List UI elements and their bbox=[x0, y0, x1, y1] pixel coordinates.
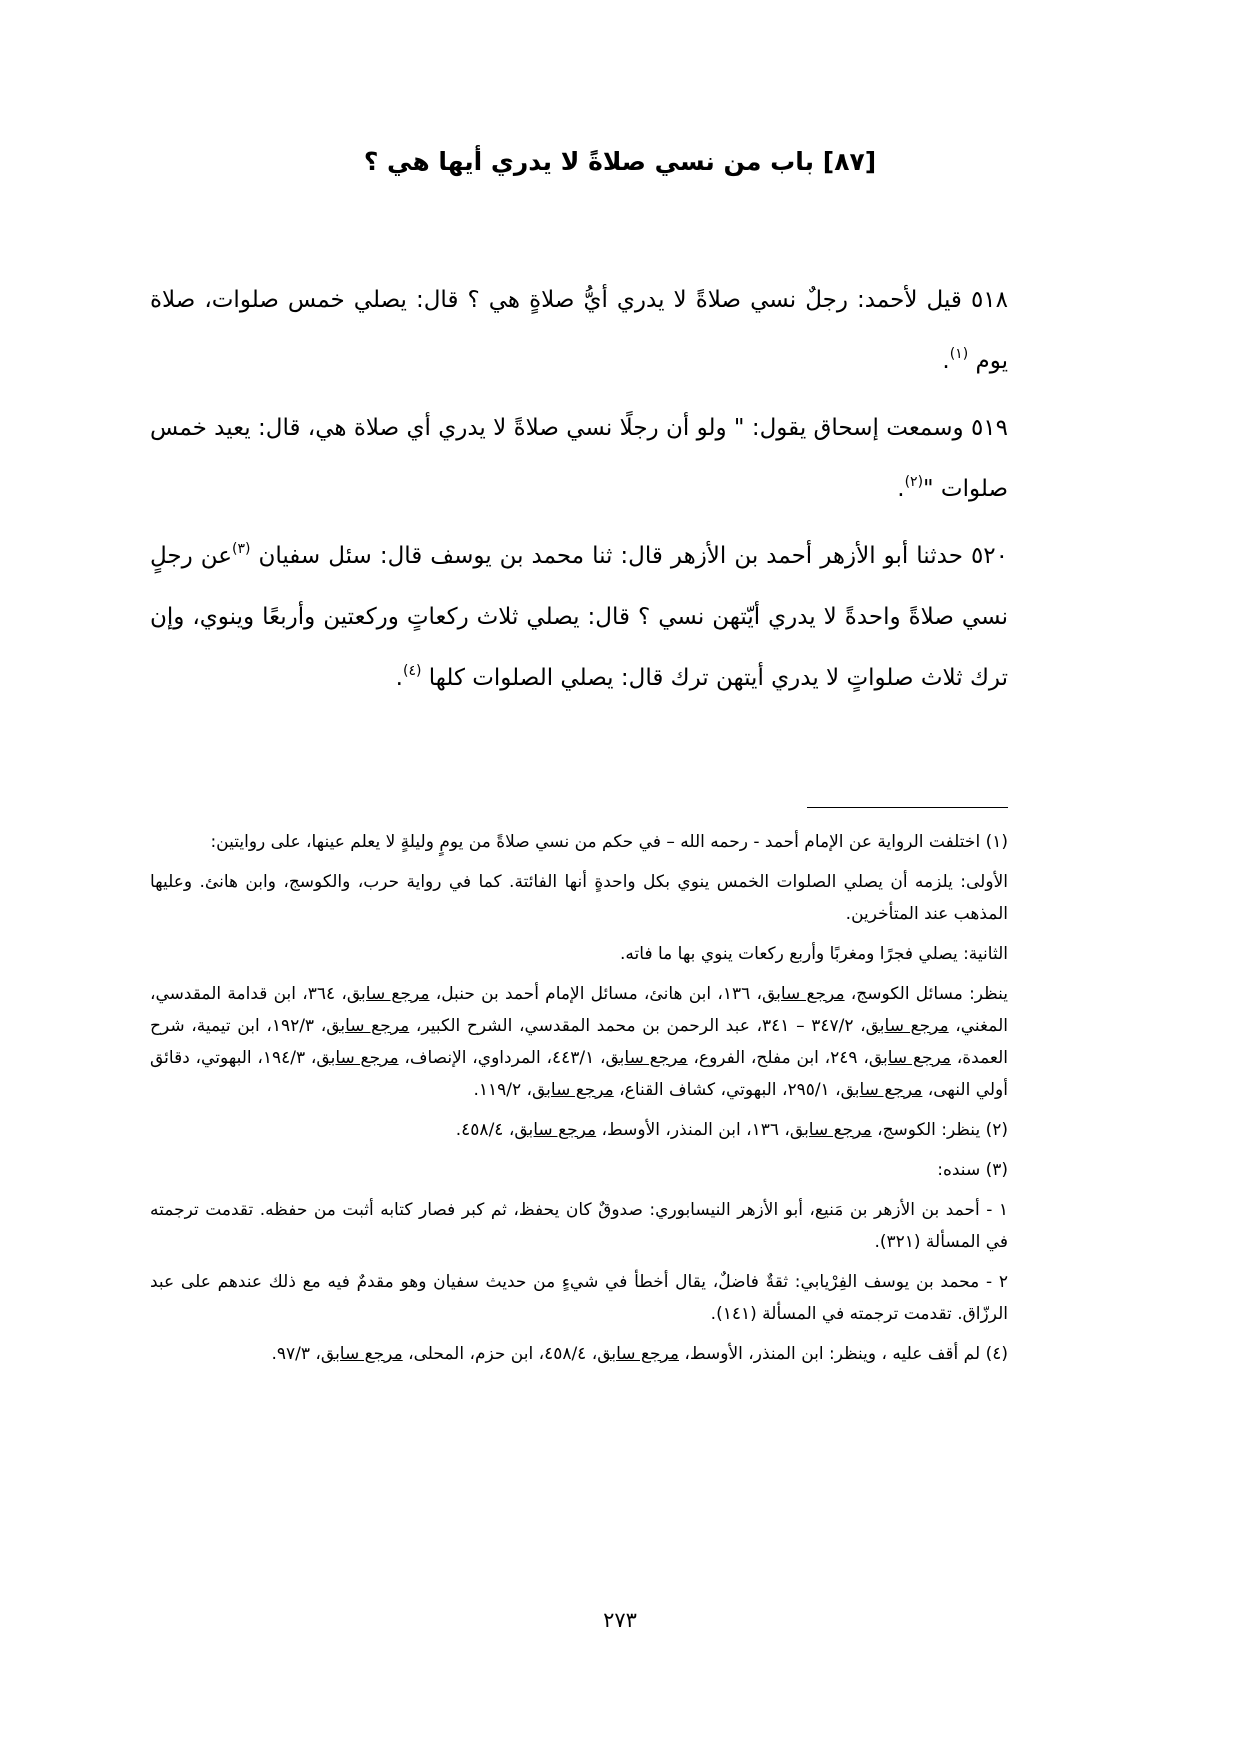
source-text: ، ٩٧/٣. bbox=[271, 1344, 321, 1364]
source-text: ، ٤٤٣/١، المرداوي، الإنصاف، bbox=[398, 1048, 606, 1068]
reference-label: مرجع سابق bbox=[346, 984, 430, 1004]
reference-label: مرجع سابق bbox=[789, 1120, 872, 1140]
reference-label: مرجع سابق bbox=[865, 1016, 949, 1036]
source-text: ، ٣٤٧/٢ – ٣٤١، عبد الرحمن بن محمد المقدسي، الشرح الكبير، bbox=[409, 1016, 866, 1036]
footnote-3-narrator-2: ٢ - محمد بن يوسف الفِرْيابي: ثقةٌ فاضلٌ، يقال أخطأ في شيءٍ من حديث سفيان وهو مقدمٌ فيه مع ذلك عندهم على عبد الرزّاق. تقدمت ترجمته في المسألة (١٤١). bbox=[150, 1272, 1008, 1324]
footnote-3-heading: (٣) سنده: bbox=[937, 1160, 1008, 1180]
footnote-marker: (٤) bbox=[402, 663, 422, 680]
reference-label: مرجع سابق bbox=[532, 1080, 614, 1100]
paragraph-text: ٥١٩ وسمعت إسحاق يقول: " ولو أن رجلًا نسي صلاةً لا يدري أي صلاة هي، قال: يعيد خمس صلوات " bbox=[150, 415, 1008, 502]
source-text: (٢) ينظر: الكوسج، bbox=[871, 1120, 1008, 1140]
reference-label: مرجع سابق bbox=[761, 984, 845, 1004]
paragraph-518 bbox=[150, 270, 1008, 392]
paragraph-end: . bbox=[897, 476, 905, 502]
page-number: ٢٧٣ bbox=[603, 1608, 637, 1632]
reference-label: مرجع سابق bbox=[597, 1344, 679, 1364]
paragraph-520 bbox=[150, 526, 1008, 709]
source-text: ، ٤٥٨/٤. bbox=[455, 1120, 515, 1140]
reference-label: مرجع سابق bbox=[868, 1048, 951, 1068]
footnote-1-second-narration: الثانية: يصلي فجرًا ومغربًا وأربع ركعات ينوي بها ما فاته. bbox=[620, 944, 1008, 964]
source-text: ، ٢٤٩، ابن مفلح، الفروع، bbox=[687, 1048, 869, 1068]
paragraph-text: ٥١٨ قيل لأحمد: رجلٌ نسي صلاةً لا يدري أيُّ صلاةٍ هي ؟ قال: يصلي خمس صلوات، صلاة يوم bbox=[150, 287, 1008, 374]
footnote-separator bbox=[807, 807, 1008, 808]
footnote-2 bbox=[150, 1114, 1008, 1146]
main-text bbox=[150, 270, 1008, 715]
source-text: ، ١١٩/٢. bbox=[473, 1080, 532, 1100]
reference-label: مرجع سابق bbox=[605, 1048, 688, 1068]
source-text: ، ١٣٦، ابن هانئ، مسائل الإمام أحمد بن حنبل، bbox=[429, 984, 762, 1004]
reference-label: مرجع سابق bbox=[326, 1016, 410, 1036]
source-text: ، ١٣٦، ابن المنذر، الأوسط، bbox=[596, 1120, 790, 1140]
source-text: ، ٤٥٨/٤، ابن حزم، المحلى، bbox=[402, 1344, 598, 1364]
source-text: ، ٢٩٥/١، البهوتي، كشاف القناع، bbox=[613, 1080, 841, 1100]
paragraph-text: ٥٢٠ حدثنا أبو الأزهر أحمد بن الأزهر قال: ثنا محمد بن يوسف قال: سئل سفيان bbox=[258, 543, 1008, 569]
footnote-1-intro: (١) اختلفت الرواية عن الإمام أحمد - رحمه الله – في حكم من نسي صلاةً من يومٍ وليلةٍ لا يعلم عينها، على روايتين: bbox=[210, 832, 1008, 852]
footnote-3-narrator-1: ١ - أحمد بن الأزهر بن مَنيع، أبو الأزهر النيسابوري: صدوقٌ كان يحفظ، ثم كبر فصار كتابه أثبت من حفظه. تقدمت ترجمته في المسألة (٣٢١). bbox=[150, 1200, 1008, 1252]
source-text: ، ١٩٢/٣، ابن تيمية، شرح العمدة، bbox=[150, 1016, 1009, 1068]
footnote-1-first-narration: الأولى: يلزمه أن يصلي الصلوات الخمس ينوي بكل واحدةٍ أنها الفائتة. كما في رواية حرب، والكوسج، وابن هانئ. وعليها المذهب عند المتأخرين. bbox=[150, 872, 1008, 924]
paragraph-text-continued: عن رجلٍ نسي صلاةً واحدةً لا يدري أيّتهن نسي ؟ قال: يصلي ثلاث ركعاتٍ وركعتين وأربعًا وينوي، وإن ترك ثلاث صلواتٍ لا يدري أيتهن ترك قال: يصلي الصلوات كلها bbox=[150, 543, 1008, 691]
chapter-title: [٨٧] باب من نسي صلاةً لا يدري أيها هي ؟ bbox=[363, 147, 877, 176]
reference-label: مرجع سابق bbox=[840, 1080, 923, 1100]
source-text: ينظر: مسائل الكوسج، bbox=[844, 984, 1008, 1004]
footnotes bbox=[150, 826, 1008, 1378]
paragraph-519 bbox=[150, 398, 1008, 520]
source-text: ، ١٩٤/٣، البهوتي، دقائق أولي النهى، bbox=[150, 1048, 1008, 1100]
source-text: ، ٣٦٤، ابن قدامة المقدسي، المغني، bbox=[150, 984, 1008, 1036]
reference-label: مرجع سابق bbox=[514, 1120, 597, 1140]
footnote-4 bbox=[150, 1338, 1008, 1370]
reference-label: مرجع سابق bbox=[320, 1344, 403, 1364]
paragraph-end: . bbox=[942, 348, 950, 374]
footnote-marker: (١) bbox=[949, 346, 969, 363]
footnote-marker: (٣) bbox=[231, 541, 251, 558]
footnote-1-sources bbox=[150, 978, 1008, 1106]
paragraph-end: . bbox=[395, 665, 403, 691]
reference-label: مرجع سابق bbox=[316, 1048, 399, 1068]
footnote-marker: (٢) bbox=[904, 474, 924, 491]
source-text: (٤) لم أقف عليه ، وينظر: ابن المنذر، الأوسط، bbox=[679, 1344, 1008, 1364]
